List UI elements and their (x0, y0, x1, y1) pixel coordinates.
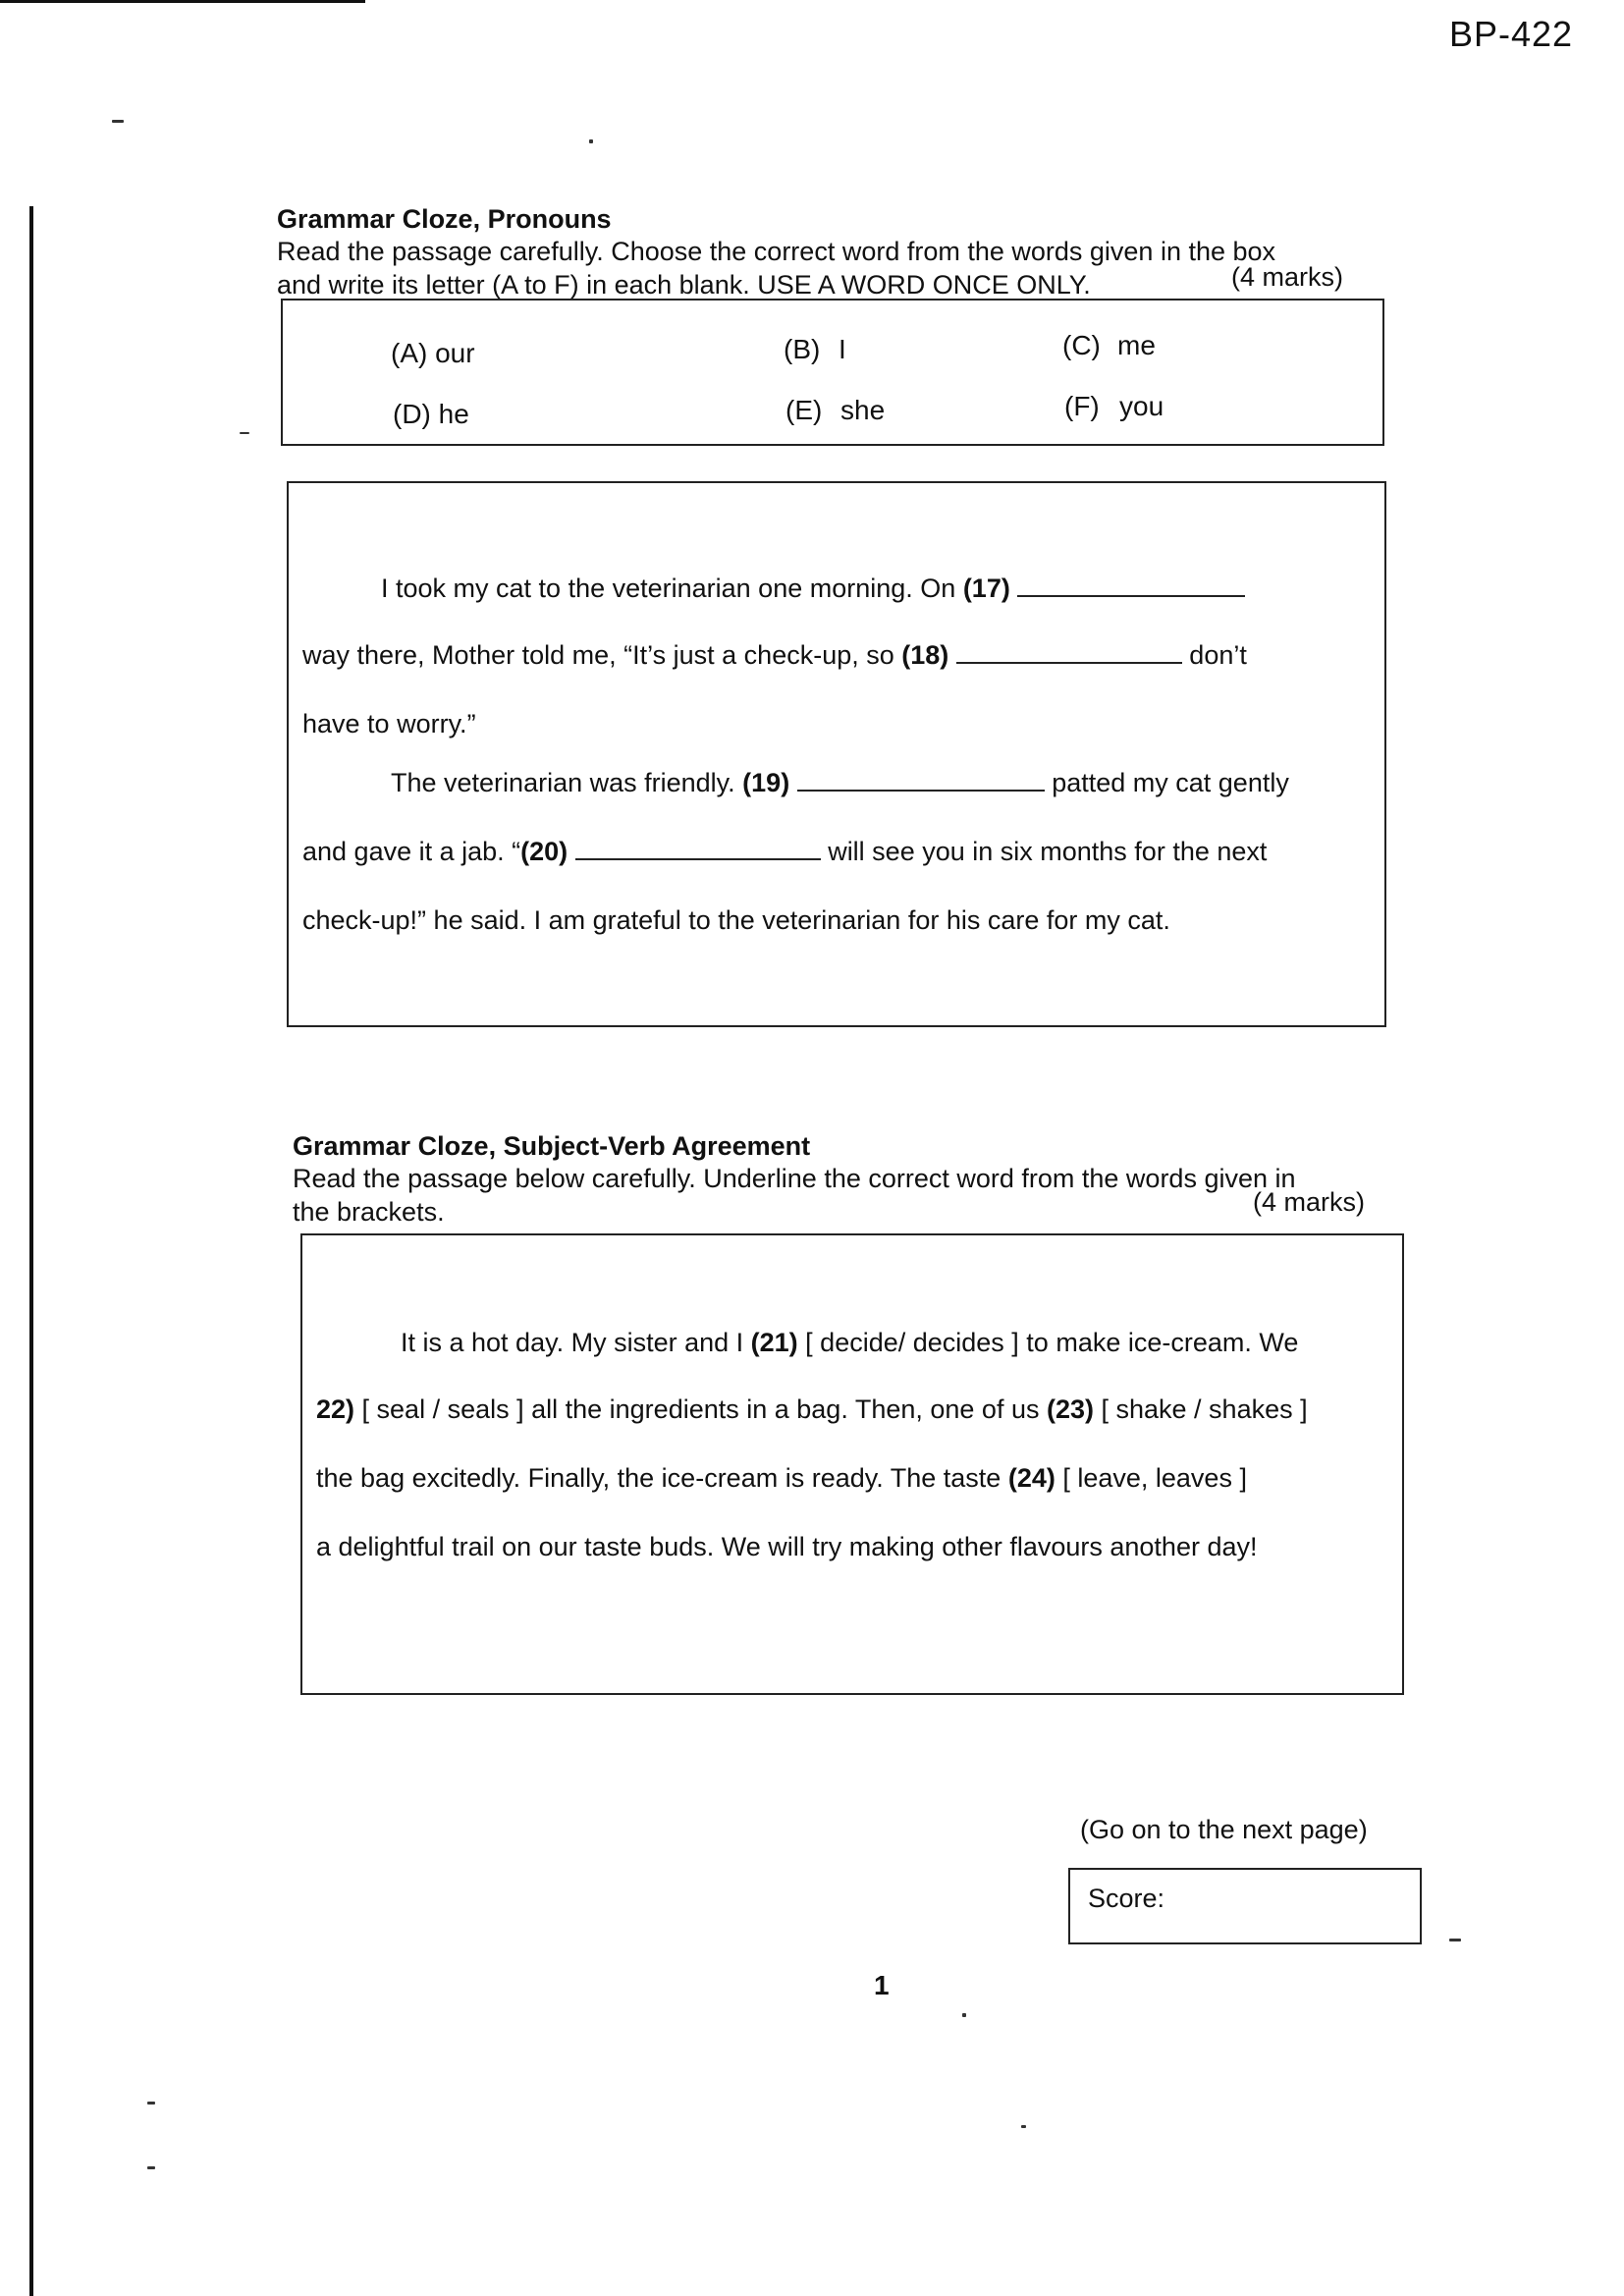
blank-18[interactable] (956, 661, 1182, 664)
passage-line-6: check-up!” he said. I am grateful to the veterinarian for his care for my cat. (302, 905, 1170, 935)
pronouns-passage-box (287, 481, 1386, 1027)
pronouns-section-title: Grammar Cloze, Pronouns (277, 204, 612, 234)
sva-marks: (4 marks) (1253, 1187, 1365, 1217)
sva-instructions-line-2: the brackets. (293, 1197, 445, 1227)
scan-speck (112, 120, 124, 123)
go-on-next-page: (Go on to the next page) (1080, 1815, 1368, 1844)
scan-speck (147, 2166, 155, 2169)
option-b: (B) I (784, 334, 846, 364)
blank-19[interactable] (797, 789, 1045, 792)
word-options-box (281, 299, 1384, 446)
passage-line-3: have to worry.” (302, 709, 476, 738)
option-a: (A) our (391, 338, 475, 368)
passage-line-2: way there, Mother told me, “It’s just a check-up, so (18) don’t (302, 640, 1247, 670)
option-e: (E) she (785, 395, 886, 425)
option-f: (F) you (1064, 391, 1164, 421)
sva-line-1: It is a hot day. My sister and I (21) [ decide/ decides ] to make ice-cream. We (401, 1328, 1299, 1357)
passage-line-5: and gave it a jab. “(20) will see you in six months for the next (302, 837, 1268, 866)
scan-speck (147, 2102, 155, 2105)
page-number: 1 (874, 1970, 890, 2000)
blank-17[interactable] (1017, 594, 1245, 597)
score-box[interactable] (1068, 1868, 1422, 1944)
left-edge-rule (29, 206, 33, 2296)
pronouns-instructions-line-1: Read the passage carefully. Choose the correct word from the words given in the box (277, 237, 1276, 266)
document-code: BP-422 (1449, 14, 1574, 54)
scan-speck (1021, 2125, 1026, 2128)
blank-20[interactable] (575, 857, 821, 860)
sva-passage-box (300, 1233, 1404, 1695)
pronouns-instructions-line-2: and write its letter (A to F) in each blank. USE A WORD ONCE ONLY. (277, 270, 1091, 300)
option-c: (C) me (1062, 330, 1156, 360)
sva-section-title: Grammar Cloze, Subject-Verb Agreement (293, 1131, 811, 1161)
sva-line-4: a delightful trail on our taste buds. We will try making other flavours another day! (316, 1532, 1258, 1561)
top-edge-rule (0, 0, 365, 3)
scan-speck (589, 139, 593, 143)
scan-speck (240, 432, 249, 434)
passage-line-4: The veterinarian was friendly. (19) patted my cat gently (391, 768, 1289, 797)
score-label: Score: (1088, 1884, 1165, 1913)
pronouns-marks: (4 marks) (1231, 262, 1343, 292)
scan-speck (1449, 1939, 1461, 1941)
sva-line-2: 22) [ seal / seals ] all the ingredients in a bag. Then, one of us (23) [ shake / shakes ] (316, 1394, 1308, 1424)
option-d: (D) he (393, 399, 469, 429)
scan-speck (962, 2013, 966, 2017)
passage-line-1: I took my cat to the veterinarian one morning. On (17) (381, 574, 1245, 604)
sva-instructions-line-1: Read the passage below carefully. Underline the correct word from the words given in (293, 1164, 1296, 1193)
sva-line-3: the bag excitedly. Finally, the ice-cream is ready. The taste (24) [ leave, leaves ] (316, 1463, 1247, 1493)
